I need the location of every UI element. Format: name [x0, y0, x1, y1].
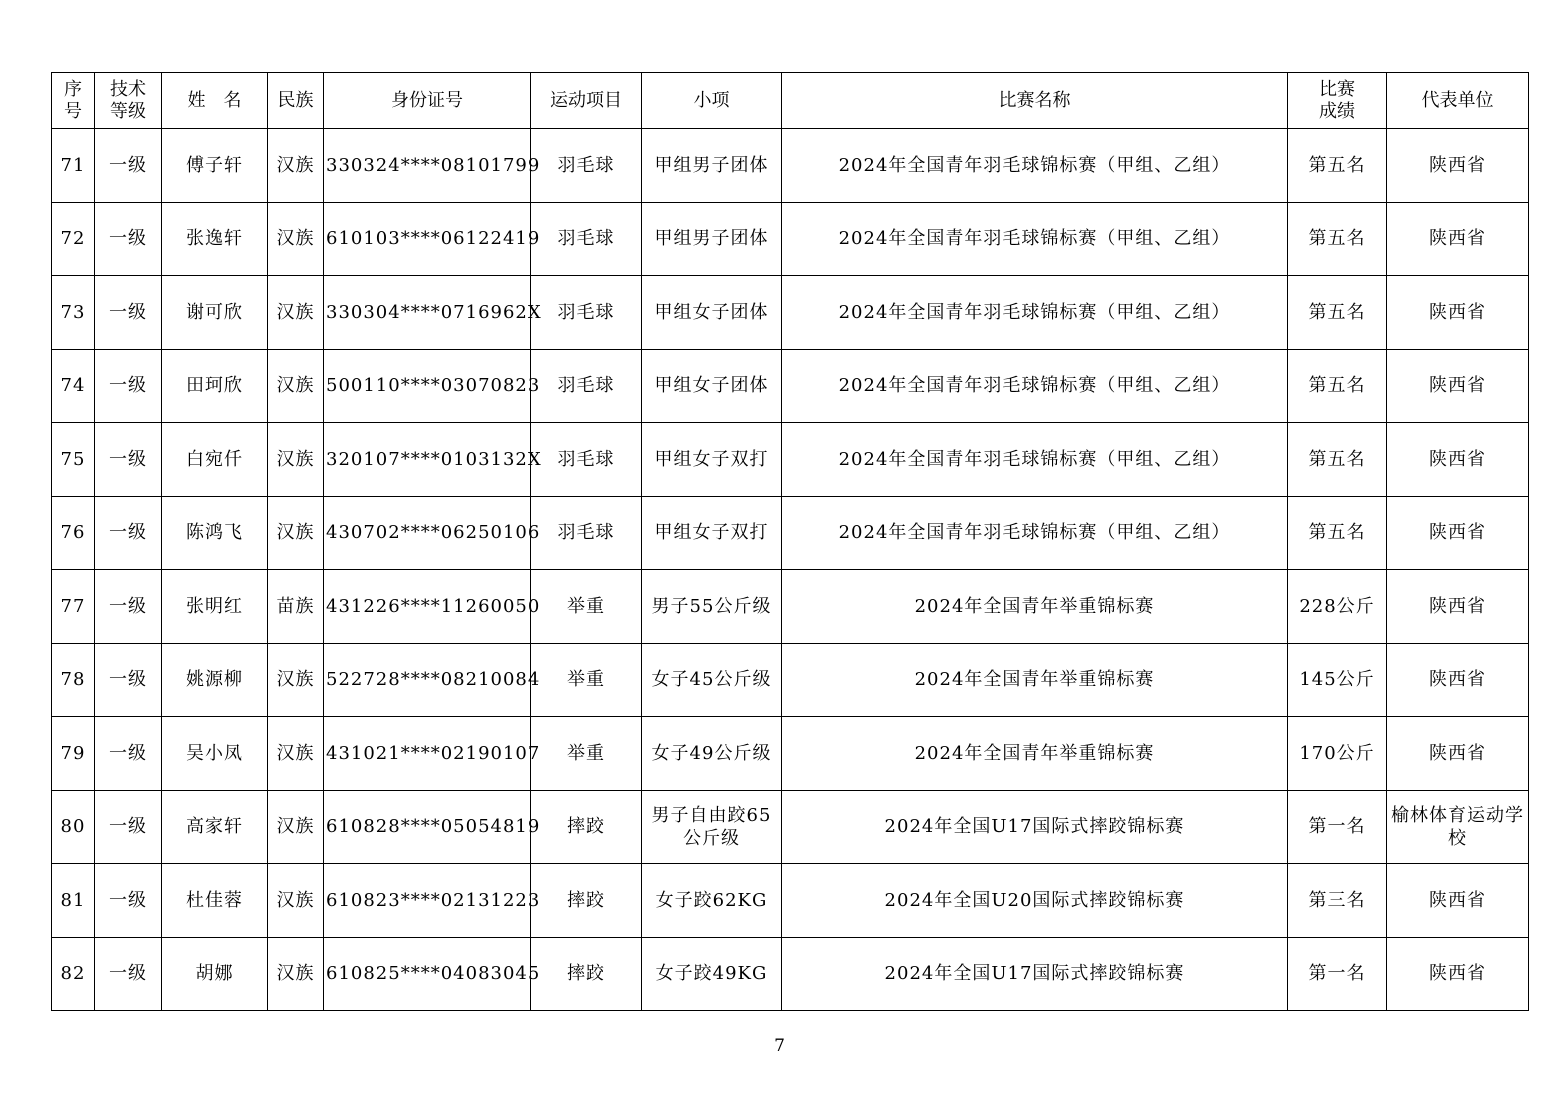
cell-competition: 2024年全国青年羽毛球锦标赛（甲组、乙组） [782, 129, 1288, 203]
cell-competition: 2024年全国青年羽毛球锦标赛（甲组、乙组） [782, 496, 1288, 570]
header-ethnicity [268, 73, 324, 129]
cell-event: 甲组女子团体 [642, 349, 782, 423]
header-unit [1387, 73, 1529, 129]
cell-competition: 2024年全国青年羽毛球锦标赛（甲组、乙组） [782, 202, 1288, 276]
table-row [52, 570, 1529, 644]
cell-result: 第五名 [1288, 423, 1387, 497]
header-event [642, 73, 782, 129]
cell-competition: 2024年全国青年举重锦标赛 [782, 717, 1288, 791]
cell-grade: 一级 [95, 937, 162, 1011]
cell-result: 第五名 [1288, 349, 1387, 423]
cell-grade: 一级 [95, 717, 162, 791]
cell-sport: 羽毛球 [531, 496, 642, 570]
cell-id-number: 610823****02131223 [324, 864, 531, 938]
cell-sport: 摔跤 [531, 937, 642, 1011]
cell-ethnicity: 汉族 [268, 937, 324, 1011]
table-row [52, 349, 1529, 423]
cell-seq: 80 [52, 790, 95, 864]
cell-seq: 74 [52, 349, 95, 423]
cell-name: 陈鸿飞 [162, 496, 268, 570]
cell-sport: 羽毛球 [531, 276, 642, 350]
cell-ethnicity: 汉族 [268, 717, 324, 791]
cell-grade: 一级 [95, 864, 162, 938]
cell-unit: 陕西省 [1387, 129, 1529, 203]
cell-grade: 一级 [95, 423, 162, 497]
cell-unit: 陕西省 [1387, 276, 1529, 350]
cell-name: 高家轩 [162, 790, 268, 864]
cell-seq: 79 [52, 717, 95, 791]
table-row [52, 423, 1529, 497]
cell-id-number: 610825****04083045 [324, 937, 531, 1011]
header-name [162, 73, 268, 129]
cell-event: 甲组女子团体 [642, 276, 782, 350]
cell-event: 男子自由跤65公斤级 [642, 790, 782, 864]
cell-unit: 榆林体育运动学校 [1387, 790, 1529, 864]
cell-result: 第一名 [1288, 937, 1387, 1011]
table-row [52, 717, 1529, 791]
cell-event: 女子49公斤级 [642, 717, 782, 791]
cell-unit: 陕西省 [1387, 717, 1529, 791]
header-result-line: 成绩 [1319, 100, 1355, 122]
cell-name: 傅子轩 [162, 129, 268, 203]
cell-name: 杜佳蓉 [162, 864, 268, 938]
cell-result: 第五名 [1288, 276, 1387, 350]
cell-unit: 陕西省 [1387, 202, 1529, 276]
table-row [52, 129, 1529, 203]
cell-competition: 2024年全国青年羽毛球锦标赛（甲组、乙组） [782, 349, 1288, 423]
header-seq [52, 73, 95, 129]
cell-competition: 2024年全国青年举重锦标赛 [782, 570, 1288, 644]
cell-id-number: 320107****0103132X [324, 423, 531, 497]
cell-seq: 73 [52, 276, 95, 350]
cell-competition: 2024年全国青年羽毛球锦标赛（甲组、乙组） [782, 423, 1288, 497]
cell-ethnicity: 苗族 [268, 570, 324, 644]
cell-unit: 陕西省 [1387, 423, 1529, 497]
header-grade-line: 技术 [110, 78, 146, 100]
cell-seq: 71 [52, 129, 95, 203]
cell-sport: 举重 [531, 643, 642, 717]
cell-result: 第三名 [1288, 864, 1387, 938]
cell-id-number: 431021****02190107 [324, 717, 531, 791]
table-row [52, 643, 1529, 717]
cell-unit: 陕西省 [1387, 864, 1529, 938]
cell-id-number: 330324****08101799 [324, 129, 531, 203]
cell-grade: 一级 [95, 790, 162, 864]
cell-ethnicity: 汉族 [268, 864, 324, 938]
cell-competition: 2024年全国U17国际式摔跤锦标赛 [782, 790, 1288, 864]
cell-ethnicity: 汉族 [268, 202, 324, 276]
cell-sport: 摔跤 [531, 864, 642, 938]
header-competition [782, 73, 1288, 129]
table-row [52, 202, 1529, 276]
cell-event: 甲组男子团体 [642, 202, 782, 276]
cell-result: 第一名 [1288, 790, 1387, 864]
header-name-line: 姓 名 [187, 89, 242, 111]
cell-unit: 陕西省 [1387, 496, 1529, 570]
header-ethnicity-line: 民族 [277, 89, 314, 111]
cell-seq: 81 [52, 864, 95, 938]
table-row [52, 790, 1529, 864]
cell-grade: 一级 [95, 643, 162, 717]
header-sport [531, 73, 642, 129]
cell-sport: 摔跤 [531, 790, 642, 864]
cell-ethnicity: 汉族 [268, 129, 324, 203]
cell-id-number: 431226****11260050 [324, 570, 531, 644]
header-id-number [324, 73, 531, 129]
cell-event: 甲组女子双打 [642, 496, 782, 570]
cell-seq: 76 [52, 496, 95, 570]
cell-ethnicity: 汉族 [268, 349, 324, 423]
cell-seq: 78 [52, 643, 95, 717]
cell-ethnicity: 汉族 [268, 496, 324, 570]
cell-name: 吴小凤 [162, 717, 268, 791]
table-row [52, 496, 1529, 570]
cell-name: 姚源柳 [162, 643, 268, 717]
cell-unit: 陕西省 [1387, 643, 1529, 717]
header-result-line: 比赛 [1319, 78, 1355, 100]
cell-sport: 举重 [531, 717, 642, 791]
table-row [52, 937, 1529, 1011]
cell-unit: 陕西省 [1387, 937, 1529, 1011]
cell-name: 张明红 [162, 570, 268, 644]
header-seq-line: 号 [64, 100, 82, 122]
cell-id-number: 610103****06122419 [324, 202, 531, 276]
cell-sport: 羽毛球 [531, 349, 642, 423]
athlete-table [51, 72, 1529, 1011]
cell-event: 甲组男子团体 [642, 129, 782, 203]
table-row [52, 864, 1529, 938]
cell-sport: 举重 [531, 570, 642, 644]
header-event-line: 小项 [693, 89, 730, 111]
cell-competition: 2024年全国青年羽毛球锦标赛（甲组、乙组） [782, 276, 1288, 350]
header-id-number-line: 身份证号 [391, 89, 463, 111]
cell-ethnicity: 汉族 [268, 423, 324, 497]
cell-name: 田珂欣 [162, 349, 268, 423]
cell-unit: 陕西省 [1387, 349, 1529, 423]
cell-competition: 2024年全国U20国际式摔跤锦标赛 [782, 864, 1288, 938]
cell-grade: 一级 [95, 570, 162, 644]
header-grade-line: 等级 [110, 100, 146, 122]
table-row [52, 276, 1529, 350]
cell-seq: 77 [52, 570, 95, 644]
header-sport-line: 运动项目 [550, 89, 622, 111]
cell-result: 第五名 [1288, 496, 1387, 570]
cell-grade: 一级 [95, 496, 162, 570]
cell-result: 第五名 [1288, 202, 1387, 276]
cell-sport: 羽毛球 [531, 129, 642, 203]
cell-id-number: 330304****0716962X [324, 276, 531, 350]
cell-unit: 陕西省 [1387, 570, 1529, 644]
header-unit-line: 代表单位 [1421, 89, 1494, 111]
table-header-row [52, 73, 1529, 129]
cell-event: 女子45公斤级 [642, 643, 782, 717]
cell-grade: 一级 [95, 202, 162, 276]
header-competition-line: 比赛名称 [998, 89, 1071, 111]
cell-name: 白宛仟 [162, 423, 268, 497]
cell-seq: 75 [52, 423, 95, 497]
cell-grade: 一级 [95, 129, 162, 203]
cell-sport: 羽毛球 [531, 202, 642, 276]
cell-result: 228公斤 [1288, 570, 1387, 644]
cell-ethnicity: 汉族 [268, 643, 324, 717]
page-number: 7 [774, 1036, 785, 1056]
cell-name: 谢可欣 [162, 276, 268, 350]
cell-id-number: 500110****03070823 [324, 349, 531, 423]
cell-ethnicity: 汉族 [268, 276, 324, 350]
cell-id-number: 610828****05054819 [324, 790, 531, 864]
cell-id-number: 430702****06250106 [324, 496, 531, 570]
cell-name: 胡娜 [162, 937, 268, 1011]
cell-sport: 羽毛球 [531, 423, 642, 497]
cell-event: 女子跤49KG [642, 937, 782, 1011]
cell-ethnicity: 汉族 [268, 790, 324, 864]
cell-event: 男子55公斤级 [642, 570, 782, 644]
cell-result: 第五名 [1288, 129, 1387, 203]
cell-competition: 2024年全国U17国际式摔跤锦标赛 [782, 937, 1288, 1011]
cell-result: 145公斤 [1288, 643, 1387, 717]
cell-id-number: 522728****08210084 [324, 643, 531, 717]
cell-competition: 2024年全国青年举重锦标赛 [782, 643, 1288, 717]
cell-grade: 一级 [95, 349, 162, 423]
cell-result: 170公斤 [1288, 717, 1387, 791]
cell-event: 甲组女子双打 [642, 423, 782, 497]
cell-seq: 72 [52, 202, 95, 276]
cell-name: 张逸轩 [162, 202, 268, 276]
header-grade [95, 73, 162, 129]
header-result [1288, 73, 1387, 129]
header-seq-line: 序 [64, 78, 82, 100]
cell-grade: 一级 [95, 276, 162, 350]
cell-event: 女子跤62KG [642, 864, 782, 938]
cell-seq: 82 [52, 937, 95, 1011]
